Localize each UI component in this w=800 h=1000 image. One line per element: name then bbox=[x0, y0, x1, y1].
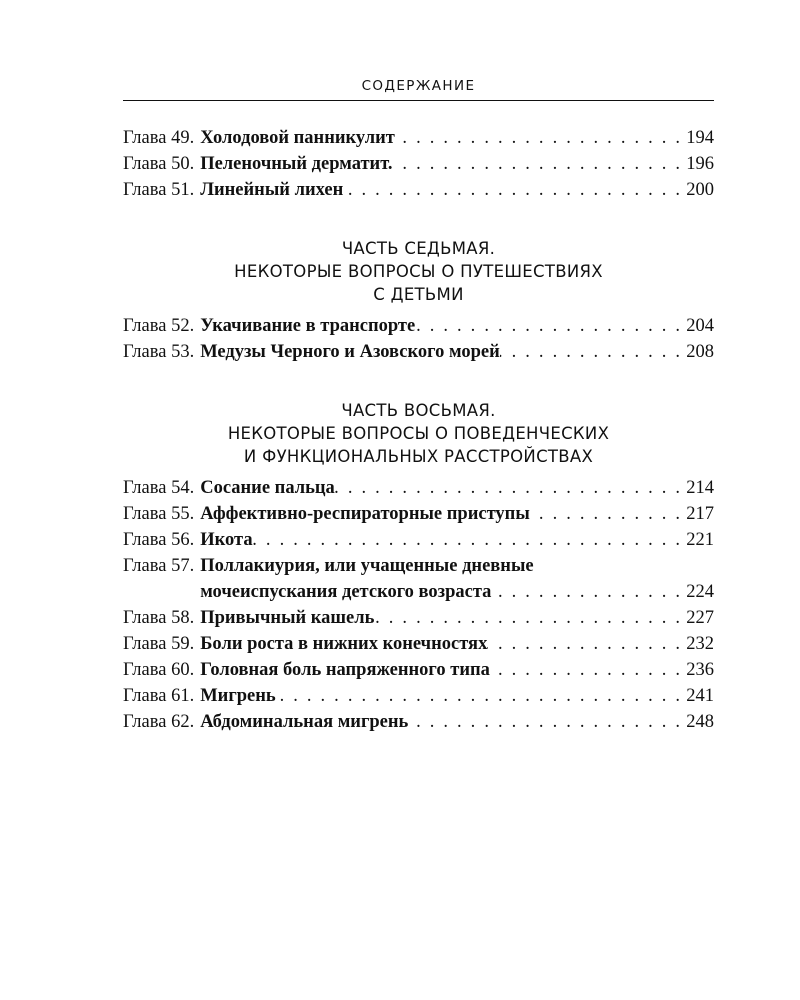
dot-leader bbox=[530, 501, 686, 527]
toc-entry-chapter-59 bbox=[123, 631, 714, 657]
page-number: 200 bbox=[686, 180, 714, 200]
chapter-title: Медузы Черного и Азовского морей bbox=[200, 342, 500, 362]
chapter-label: Глава 55. bbox=[123, 504, 195, 524]
dot-leader bbox=[253, 527, 687, 553]
chapter-title: Холодовой панникулит bbox=[200, 128, 395, 148]
dot-leader bbox=[415, 313, 686, 339]
chapter-title: Головная боль напряженного типа bbox=[200, 660, 490, 680]
part-heading-line: НЕКОТОРЫЕ ВОПРОСЫ О ПОВЕДЕНЧЕСКИХ bbox=[227, 424, 610, 443]
chapter-label: Глава 56. bbox=[123, 530, 195, 550]
chapter-title: Аффективно-респираторные приступы bbox=[200, 504, 530, 524]
chapter-label: Глава 49. bbox=[123, 128, 195, 148]
part-heading-line: С ДЕТЬМИ bbox=[373, 285, 464, 304]
page-header-title: СОДЕРЖАНИЕ bbox=[361, 78, 476, 94]
page-number: 204 bbox=[686, 316, 714, 336]
dot-leader bbox=[408, 709, 686, 735]
toc-entry-chapter-61 bbox=[123, 683, 714, 709]
page-number: 248 bbox=[686, 712, 714, 732]
toc-entry-chapter-50 bbox=[123, 151, 714, 177]
toc-entry-chapter-49 bbox=[123, 125, 714, 151]
toc-entry-chapter-56 bbox=[123, 527, 714, 553]
toc-entry-chapter-62 bbox=[123, 709, 714, 735]
part-heading-line: ЧАСТЬ ВОСЬМАЯ. bbox=[341, 401, 496, 420]
dot-leader bbox=[276, 683, 687, 709]
page-number: 214 bbox=[686, 478, 714, 498]
chapter-title: Линейный лихен bbox=[200, 180, 344, 200]
chapter-label: Глава 62. bbox=[123, 712, 195, 732]
dot-leader bbox=[393, 151, 687, 177]
header-rule bbox=[123, 100, 714, 101]
part-heading-line: И ФУНКЦИОНАЛЬНЫХ РАССТРОЙСТВАХ bbox=[243, 447, 594, 466]
toc-entry-chapter-58 bbox=[123, 605, 714, 631]
page-number: 241 bbox=[686, 686, 714, 706]
toc-entry-chapter-51 bbox=[123, 177, 714, 203]
chapter-label: Глава 58. bbox=[123, 608, 195, 628]
dot-leader bbox=[395, 125, 686, 151]
page-number: 224 bbox=[686, 582, 714, 602]
part-heading-seven bbox=[123, 237, 714, 306]
chapter-title: Пеленочный дерматит. bbox=[200, 154, 393, 174]
chapter-label: Глава 60. bbox=[123, 660, 195, 680]
chapter-title: Боли роста в нижних конечностях bbox=[200, 634, 488, 654]
part-heading-line: НЕКОТОРЫЕ ВОПРОСЫ О ПУТЕШЕСТВИЯХ bbox=[234, 262, 603, 281]
chapter-title-line-2: мочеиспускания детского возраста bbox=[200, 582, 492, 602]
page-number: 227 bbox=[686, 608, 714, 628]
chapter-label: Глава 57. bbox=[123, 556, 195, 576]
toc-entry-chapter-52 bbox=[123, 313, 714, 339]
page-number: 208 bbox=[686, 342, 714, 362]
dot-leader bbox=[374, 605, 686, 631]
dot-leader bbox=[500, 339, 687, 365]
chapter-title: Укачивание в транспорте bbox=[200, 316, 416, 336]
page-number: 196 bbox=[686, 154, 714, 174]
page-number: 221 bbox=[686, 530, 714, 550]
page-number: 194 bbox=[686, 128, 714, 148]
dot-leader bbox=[343, 177, 686, 203]
page-number: 232 bbox=[686, 634, 714, 654]
chapter-label: Глава 59. bbox=[123, 634, 195, 654]
chapter-label: Глава 52. bbox=[123, 316, 195, 336]
dot-leader bbox=[491, 579, 686, 605]
chapter-label: Глава 50. bbox=[123, 154, 195, 174]
page-number: 236 bbox=[686, 660, 714, 680]
chapter-title: Привычный кашель bbox=[200, 608, 375, 628]
table-of-contents bbox=[123, 125, 714, 735]
chapter-title: Икота bbox=[200, 530, 253, 550]
part-heading-line: ЧАСТЬ СЕДЬМАЯ. bbox=[341, 239, 496, 258]
chapter-label: Глава 54. bbox=[123, 478, 195, 498]
toc-entry-chapter-53 bbox=[123, 339, 714, 365]
dot-leader bbox=[487, 631, 686, 657]
toc-entry-chapter-57 bbox=[123, 553, 714, 605]
dot-leader bbox=[335, 475, 686, 501]
toc-entry-chapter-55 bbox=[123, 501, 714, 527]
page-number: 217 bbox=[686, 504, 714, 524]
chapter-title: Абдоминальная мигрень bbox=[200, 712, 409, 732]
part-heading-eight bbox=[123, 399, 714, 468]
chapter-title: Мигрень bbox=[200, 686, 276, 706]
chapter-label: Глава 61. bbox=[123, 686, 195, 706]
chapter-title: Сосание пальца bbox=[200, 478, 335, 498]
chapter-label: Глава 51. bbox=[123, 180, 195, 200]
dot-leader bbox=[490, 657, 686, 683]
chapter-label: Глава 53. bbox=[123, 342, 195, 362]
toc-entry-chapter-54 bbox=[123, 475, 714, 501]
chapter-title-line-1: Поллакиурия, или учащенные дневные bbox=[200, 556, 534, 576]
toc-entry-chapter-60 bbox=[123, 657, 714, 683]
